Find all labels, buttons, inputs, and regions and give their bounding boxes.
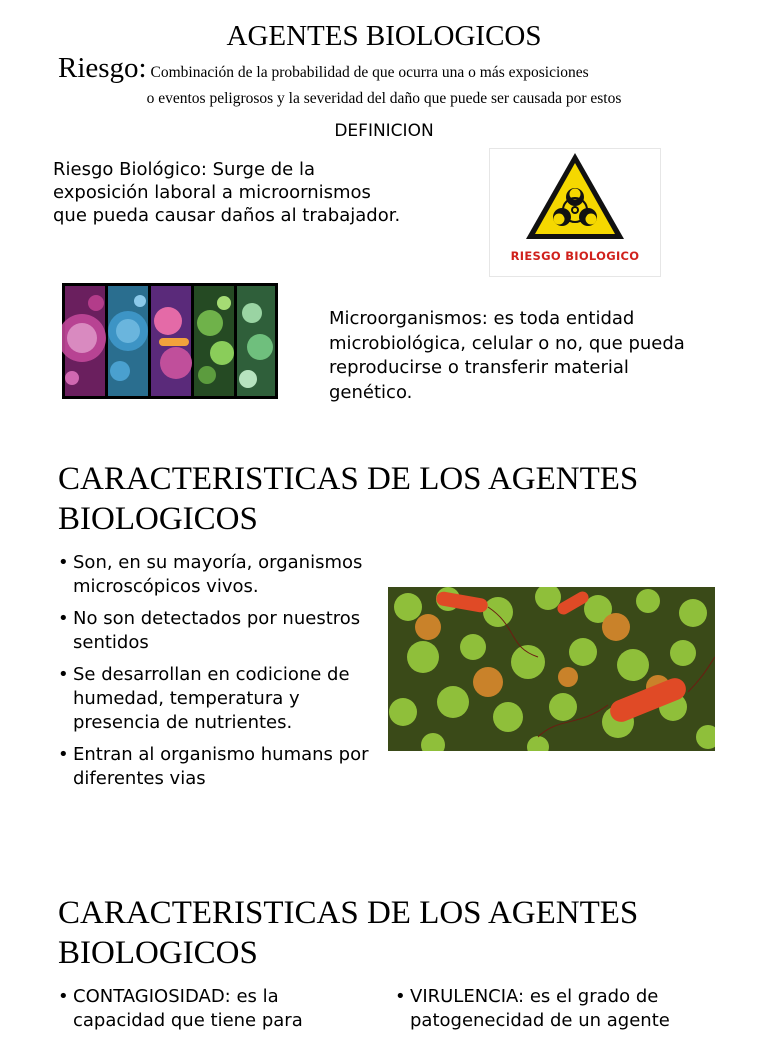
riesgo-definition-line1 xyxy=(58,52,738,85)
list-item: • Son, en su mayoría, organismos microscópicos vivos. xyxy=(58,551,378,599)
biohazard-sign-image xyxy=(489,148,661,277)
biohazard-sign-label: RIESGO BIOLOGICO xyxy=(510,249,640,263)
list-item: • VIRULENCIA: es el grado de patogenecidad de un agente xyxy=(395,985,715,1033)
riesgo-definition-text: Combinación de la probabilidad de que ocurra una o más exposiciones xyxy=(150,64,589,81)
definicion-heading: DEFINICION xyxy=(334,121,434,141)
list-item: • CONTAGIOSIDAD: es la capacidad que tiene para xyxy=(58,985,358,1033)
page-title: AGENTES BIOLOGICOS xyxy=(226,20,542,52)
section2-left-column xyxy=(58,985,358,1041)
bacteria-illustration xyxy=(388,587,715,751)
riesgo-label: Riesgo: xyxy=(58,52,147,84)
list-item: • Se desarrollan en codicione de humedad, temperatura y presencia de nutrientes. xyxy=(58,663,378,735)
section2-heading: CARACTERISTICAS DE LOS AGENTES BIOLOGICOS xyxy=(58,895,639,971)
microorganismos-text: Microorganismos: es toda entidad microbiológica, celular o no, que pueda reproducirse o transferir material genético. xyxy=(329,308,685,403)
section1-bullet-list xyxy=(58,551,378,799)
list-item: • Entran al organismo humans por diferentes vias xyxy=(58,743,378,791)
section2-right-column xyxy=(395,985,715,1041)
riesgo-definition-line2: o eventos peligrosos y la severidad del daño que puede ser causada por estos xyxy=(146,90,622,107)
section1-heading: CARACTERISTICAS DE LOS AGENTES BIOLOGICOS xyxy=(58,461,639,537)
list-item: • No son detectados por nuestros sentidos xyxy=(58,607,378,655)
riesgo-biologico-text: Riesgo Biológico: Surge de la exposición laboral a microornismos que pueda causar daños al trabajador. xyxy=(53,159,401,226)
microorganisms-image-strip xyxy=(62,283,278,399)
